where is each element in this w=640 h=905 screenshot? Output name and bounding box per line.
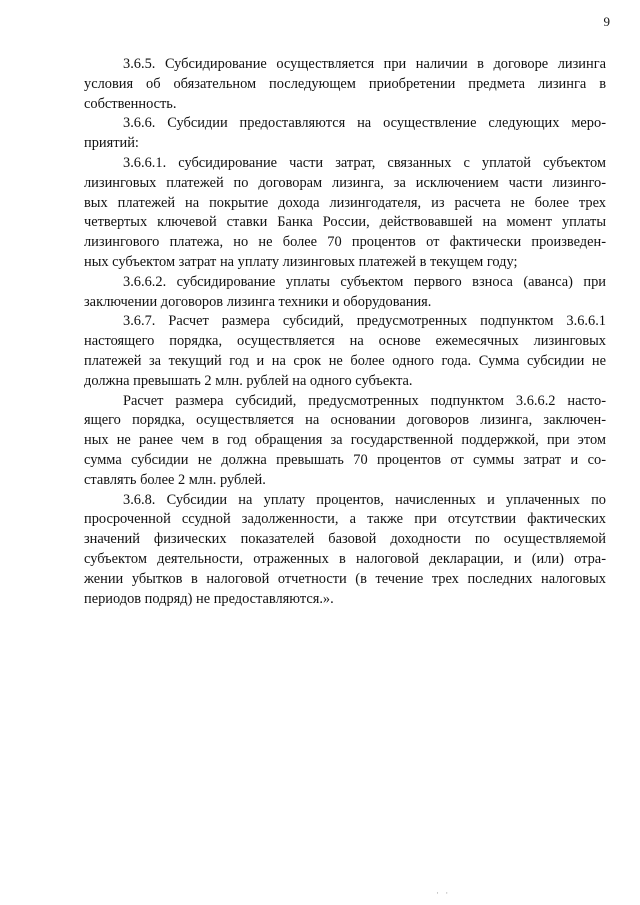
text-line: 3.6.8. Субсидии на уплату процентов, начисленных и уплаченных по [123, 491, 606, 508]
text-line: значений физических показателей базовой доходности по осуществляемой [84, 531, 606, 548]
text-line: лизинговых платежей по договорам лизинга, за исключением части лизинго- [84, 174, 606, 191]
text-line: настоящего порядка, осуществляется на основе ежемесячных лизинговых [84, 333, 606, 350]
text-line: собственность. [84, 95, 177, 112]
text-line: 3.6.6.2. субсидирование уплаты субъектом первого взноса (аванса) при [123, 273, 606, 290]
text-line: ных не ранее чем в год обращения за государственной поддержкой, при этом [84, 432, 606, 449]
text-line: вых платежей на покрытие дохода лизингодателя, из расчета не более трех [84, 194, 606, 211]
text-line: сумма субсидии не должна превышать 70 процентов от суммы затрат и со- [84, 451, 606, 468]
text-line: субъектом деятельности, отраженных в налоговой декларации, и (или) отра- [84, 550, 606, 567]
text-line: платежей за текущий год и на срок не более одного года. Сумма субсидии не [84, 352, 606, 369]
text-line: 3.6.6.1. субсидирование части затрат, связанных с уплатой субъектом [123, 154, 606, 171]
text-line: 3.6.6. Субсидии предоставляются на осуществление следующих меро- [123, 115, 606, 132]
text-line: условия об обязательном последующем приобретении предмета лизинга в [84, 75, 606, 92]
text-line: заключении договоров лизинга техники и оборудования. [84, 293, 432, 310]
text-line: просроченной ссудной задолженности, а также при отсутствии фактических [84, 511, 606, 528]
text-line: периодов подряд) не предоставляются.». [84, 590, 334, 607]
text-line: жении убытков в налоговой отчетности (в течение трех последних налоговых [84, 570, 606, 587]
document-body [84, 55, 606, 609]
text-line: ставлять более 2 млн. рублей. [84, 471, 266, 488]
text-line: Расчет размера субсидий, предусмотренных подпунктом 3.6.6.2 насто- [123, 392, 606, 409]
text-line: должна превышать 2 млн. рублей на одного субъекта. [84, 372, 413, 389]
text-line: 3.6.5. Субсидирование осуществляется при наличии в договоре лизинга [123, 56, 606, 72]
text-line: ных субъектом затрат на уплату лизинговых платежей в текущем году; [84, 253, 518, 270]
page-number: 9 [603, 14, 610, 29]
text-line: четвертых ключевой ставки Банка России, действовавшей на момент уплаты [84, 214, 606, 231]
text-line: лизингового платежа, но не более 70 процентов от фактически произведен- [84, 234, 606, 251]
text-line: ящего порядка, осуществляется на основании договоров лизинга, заключен- [84, 412, 606, 429]
text-line: приятий: [84, 135, 139, 152]
scan-artifact: · · [436, 888, 451, 898]
text-line: 3.6.7. Расчет размера субсидий, предусмотренных подпунктом 3.6.6.1 [123, 313, 606, 330]
